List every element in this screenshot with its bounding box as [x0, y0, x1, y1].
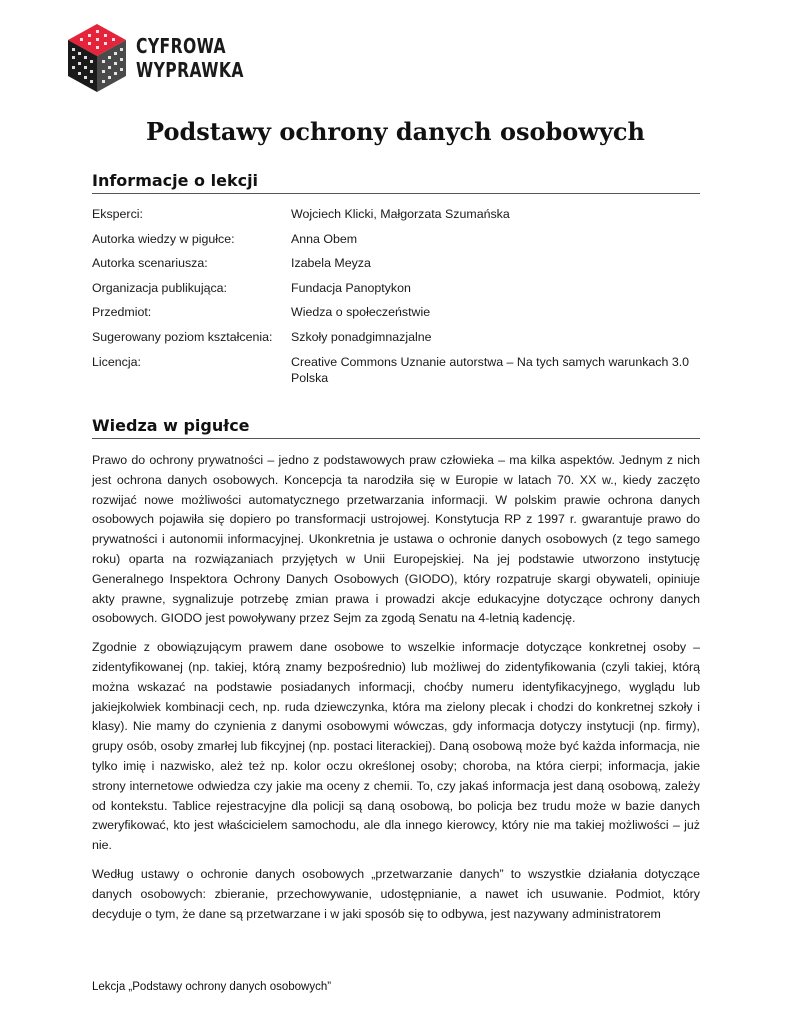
page-footer: Lekcja „Podstawy ochrony danych osobowych” [92, 981, 332, 993]
section-heading-lesson-info: Informacje o lekcji [92, 171, 700, 194]
lesson-info-table [92, 206, 704, 394]
section-heading-knowledge-pill: Wiedza w pigułce [92, 416, 700, 439]
body-paragraph: Prawo do ochrony prywatności – jedno z podstawowych praw człowieka – ma kilka aspektów. Jednym z nich jest ochrona danych osobowych. Koncepcja ta narodziła się w Europie w latach 70. XX w., kiedy zaczęto rozwijać nowe możliwości automatycznego przetwarzania informacji. W polskim prawie ochrona danych osobowych pojawiła się dopiero po transformacji ustrojowej. Konstytucja RP z 1997 r. gwarantuje prawo do prywatności i autonomii informacyjnej. Ukonkretnia je ustawa o ochronie danych osobowych (z tego samego roku) oparta na rozwiązaniach przyjętych w Unii Europejskiej. Na jej podstawie utworzono instytucję Generalnego Inspektora Ochrony Danych Osobowych (GIODO), który rozpatruje skargi obywateli, opiniuje akty prawne, sygnalizuje potrzebę zmian prawa i prowadzi akcje edukacyjne dotyczące ochrony danych osobowych. GIODO jest powoływany przez Sejm za zgodą Senatu na 4-letnią kadencję. [92, 453, 700, 626]
info-value: Creative Commons Uznanie autorstwa – Na tych samych warunkach 3.0 Polska [291, 354, 690, 385]
info-row-subject [92, 304, 704, 320]
info-label: Organizacja publikująca: [92, 280, 227, 295]
body-paragraph: Według ustawy o ochronie danych osobowych „przetwarzanie danych” to wszystkie działania dotyczące danych osobowych: zbieranie, przechowywanie, udostępnianie, a nawet ich usuwanie. Podmiot, który decyduje o tym, że dane są przetwarzane i w jaki sposób się to odbywa, jest nazywany administratorem [92, 866, 700, 921]
info-value: Fundacja Panoptykon [291, 280, 411, 295]
info-value: Wojciech Klicki, Małgorzata Szumańska [291, 207, 510, 221]
cyfrowa-wyprawka-logo [66, 22, 246, 94]
info-row-pill-author [92, 231, 704, 247]
body-paragraph: Zgodnie z obowiązującym prawem dane osobowe to wszelkie informacje dotyczące konkretnej osoby – zidentyfikowanej (np. takiej, którą znamy bezpośrednio) lub możliwej do zidentyfikowania (czyli takiej, którą można wskazać na podstawie posiadanych informacji, choćby numeru identyfikacyjnego, wyglądu lub jakiejkolwiek kombinacji cech, np. ruda dziewczynka, która ma zielony plecak i chodzi do konkretnej szkoły i klasy). Nie mamy do czynienia z danymi osobowymi wówczas, gdy informacja dotyczy instytucji (np. firmy), grupy osób, osoby zmarłej lub fikcyjnej (np. postaci literackiej). Daną osobową może być każda informacja, nie tylko imię i nazwisko, ależ też np. kolor oczu określonej osoby; choroba, na która cierpi; informacja, jakie strony internetowe odwiedza czy jakie ma oceny z chemii. To, czy jakaś informacja jest daną osobową, zależy od kontekstu. Tablice rejestracyjne dla policji są daną osobową, bo policja bez trudu może w bazie danych zweryfikować, kto jest właścicielem samochodu, ale dla innego kierowcy, który nie ma takiej możliwości – już nie. [92, 640, 700, 853]
info-value: Anna Obem [291, 231, 358, 246]
knowledge-pill-body [92, 451, 700, 933]
logo-line-2: WYPRAWKA [136, 58, 244, 82]
info-row-license [92, 354, 704, 386]
info-value: Wiedza o społeczeństwie [291, 305, 431, 320]
info-label: Eksperci: [92, 207, 143, 221]
info-label: Sugerowany poziom kształcenia: [92, 329, 273, 344]
cube-logo-icon [66, 22, 128, 94]
info-row-experts [92, 206, 704, 222]
logo-line-1: CYFROWA [136, 34, 226, 58]
info-label: Autorka wiedzy w pigułce: [92, 231, 235, 246]
info-value: Izabela Meyza [291, 256, 371, 271]
info-label: Przedmiot: [92, 305, 152, 320]
info-label: Licencja: [92, 354, 141, 369]
info-row-publisher [92, 280, 704, 296]
info-value: Szkoły ponadgimnazjalne [291, 329, 432, 344]
info-label: Autorka scenariusza: [92, 256, 208, 271]
info-row-scenario-author [92, 255, 704, 271]
info-row-education-level [92, 329, 704, 345]
document-title: Podstawy ochrony danych osobowych [146, 117, 645, 146]
logo-wordmark [136, 34, 244, 82]
